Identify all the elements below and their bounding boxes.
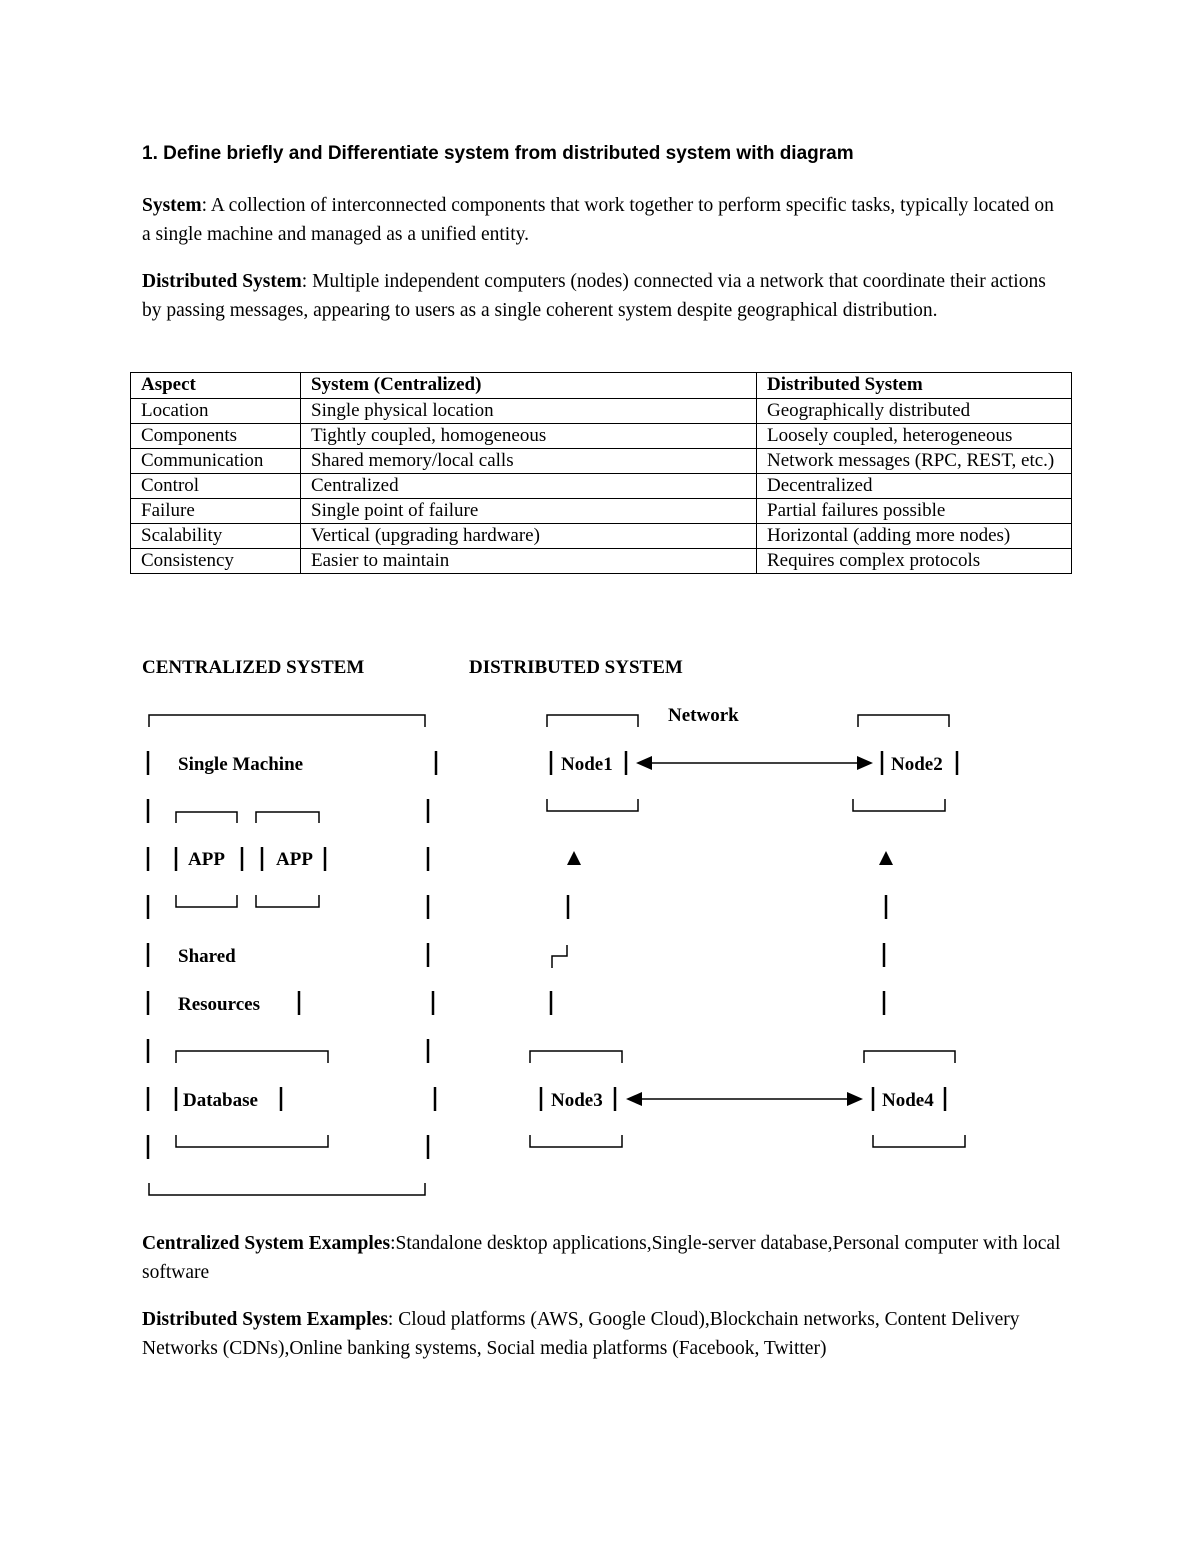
distributed-cell: Horizontal (adding more nodes) (757, 524, 1072, 549)
node1-label: Node1 (561, 754, 613, 775)
header-aspect: Aspect (131, 373, 301, 399)
table-row (131, 524, 1072, 549)
node3-label: Node3 (551, 1090, 603, 1111)
app-box-1 (176, 812, 242, 907)
table-row (131, 399, 1072, 424)
shared-label: Shared (178, 946, 236, 967)
header-centralized: System (Centralized) (301, 373, 757, 399)
resources-label: Resources (178, 994, 260, 1015)
aspect-cell: Components (131, 424, 301, 449)
node4-box (864, 1051, 965, 1147)
distributed-cell: Decentralized (757, 474, 1072, 499)
network-arrow-bottom (626, 1092, 863, 1106)
box-top-bracket (149, 715, 425, 727)
centralized-cell: Easier to maintain (301, 549, 757, 574)
up-arrow-right (879, 851, 893, 865)
aspect-cell: Control (131, 474, 301, 499)
distributed-cell: Geographically distributed (757, 399, 1072, 424)
comparison-table (130, 372, 1072, 574)
centralized-cell: Vertical (upgrading hardware) (301, 524, 757, 549)
distributed-system-definition-text: : Multiple independent computers (nodes) connected via a network that coordinate their actions by passing messages, appearing to users as a single coherent system despite geographical distribution. (142, 271, 1046, 321)
system-term: System (142, 195, 202, 216)
distributed-cell: Loosely coupled, heterogeneous (757, 424, 1072, 449)
centralized-cell: Shared memory/local calls (301, 449, 757, 474)
centralized-system-title: CENTRALIZED SYSTEM (142, 657, 365, 678)
link-left (551, 851, 581, 1015)
box-bottom-bracket (149, 1183, 425, 1195)
distributed-system-term: Distributed System (142, 271, 302, 292)
app-box-2 (256, 812, 325, 907)
distributed-cell: Requires complex protocols (757, 549, 1072, 574)
app-label-2: APP (276, 849, 313, 870)
table-row (131, 474, 1072, 499)
table-row (131, 549, 1072, 574)
table-row (131, 499, 1072, 524)
centralized-cell: Single physical location (301, 399, 757, 424)
node4-label: Node4 (882, 1090, 934, 1111)
distributed-examples-text: : Cloud platforms (AWS, Google Cloud),Blockchain networks, Content Delivery Networks (CDNs),Online banking systems, Social media platforms (Facebook, Twitter) (142, 1309, 1020, 1359)
node3-box (530, 1051, 622, 1147)
node1-box (547, 715, 638, 811)
table-row (131, 424, 1072, 449)
single-machine-label: Single Machine (178, 754, 304, 775)
distributed-cell: Network messages (RPC, REST, etc.) (757, 449, 1072, 474)
distributed-system-definition (142, 268, 1062, 325)
node2-label: Node2 (891, 754, 943, 775)
centralized-cell: Centralized (301, 474, 757, 499)
aspect-cell: Scalability (131, 524, 301, 549)
distributed-examples (142, 1306, 1062, 1363)
header-distributed: Distributed System (757, 373, 1072, 399)
system-diagram (0, 640, 1200, 1210)
distributed-examples-term: Distributed System Examples (142, 1309, 388, 1330)
distributed-system-title: DISTRIBUTED SYSTEM (469, 657, 683, 678)
aspect-cell: Communication (131, 449, 301, 474)
network-label: Network (668, 705, 739, 726)
table-header-row (131, 373, 1072, 399)
distributed-cell: Partial failures possible (757, 499, 1072, 524)
database-box (176, 1051, 328, 1147)
database-label: Database (183, 1090, 258, 1111)
system-definition (142, 192, 1062, 249)
aspect-cell: Consistency (131, 549, 301, 574)
centralized-examples-text: :Standalone desktop applications,Single-server database,Personal computer with local software (142, 1233, 1061, 1283)
centralized-examples-term: Centralized System Examples (142, 1233, 391, 1254)
system-definition-text: : A collection of interconnected components that work together to perform specific tasks, typically located on a single machine and managed as a unified entity. (142, 195, 1054, 245)
question-heading: 1. Define briefly and Differentiate system from distributed system with diagram (142, 143, 854, 164)
link-right (879, 851, 893, 1015)
app-label-1: APP (188, 849, 225, 870)
aspect-cell: Location (131, 399, 301, 424)
centralized-examples (142, 1230, 1062, 1287)
up-arrow-left (567, 851, 581, 865)
centralized-cell: Tightly coupled, homogeneous (301, 424, 757, 449)
table-row (131, 449, 1072, 474)
network-arrow-top (636, 756, 873, 770)
aspect-cell: Failure (131, 499, 301, 524)
centralized-cell: Single point of failure (301, 499, 757, 524)
